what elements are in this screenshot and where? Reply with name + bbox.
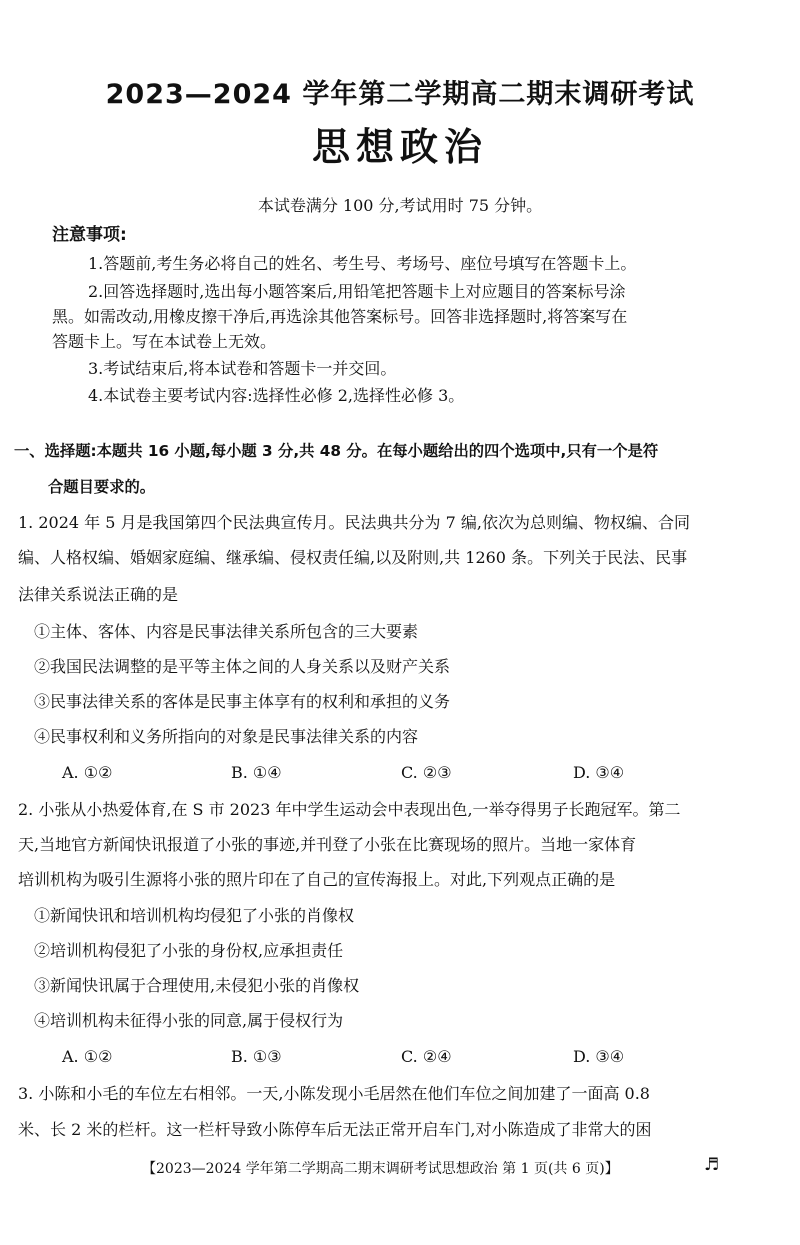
subject-title: 思想政治 [311,125,488,169]
question-1-option-a: A. ①② [62,763,113,782]
question-3-line-2: 米、长 2 米的栏杆。这一栏杆导致小陈停车后无法正常开启车门,对小陈造成了非常大的困 [18,1120,652,1139]
question-1-option-d: D. ③④ [573,763,625,782]
question-1-option-c: C. ②③ [401,763,452,782]
question-1-line-3: 法律关系说法正确的是 [18,585,179,604]
exam-info: 本试卷满分 100 分,考试用时 75 分钟。 [257,196,543,215]
question-2-line-3: 培训机构为吸引生源将小张的照片印在了自己的宣传海报上。对此,下列观点正确的是 [18,870,616,889]
notice-heading: 注意事项: [52,225,127,245]
section-heading-line-2: 合题目要求的。 [48,478,156,496]
question-2-line-2: 天,当地官方新闻快讯报道了小张的事迹,并刊登了小张在比赛现场的照片。当地一家体育 [18,835,637,854]
page-footer: 【2023—2024 学年第二学期高二期末调研考试思想政治 第 1 页(共 6 页)】 [142,1161,619,1177]
question-1-line-1: 1. 2024 年 5 月是我国第四个民法典宣传月。民法典共分为 7 编,依次为总则编、物权编、合同 [18,513,690,532]
question-2-option-c: C. ②④ [401,1047,452,1066]
question-2-statement-2: ②培训机构侵犯了小张的身份权,应承担责任 [34,941,344,960]
question-1-statement-3: ③民事法律关系的客体是民事主体享有的权利和承担的义务 [34,692,451,711]
question-2-statement-1: ①新闻快讯和培训机构均侵犯了小张的肖像权 [34,906,355,925]
exam-title: 2023—2024 学年第二学期高二期末调研考试 [105,79,695,110]
question-2-statement-3: ③新闻快讯属于合理使用,未侵犯小张的肖像权 [34,976,360,995]
question-2-statement-4: ④培训机构未征得小张的同意,属于侵权行为 [34,1011,344,1030]
notice-line-4: 答题卡上。写在本试卷上无效。 [52,332,277,351]
notice-line-1: 1.答题前,考生务必将自己的姓名、考生号、考场号、座位号填写在答题卡上。 [88,254,637,273]
notice-line-5: 3.考试结束后,将本试卷和答题卡一并交回。 [88,359,397,378]
section-heading-line-1: 一、选择题:本题共 16 小题,每小题 3 分,共 48 分。在每小题给出的四个选项中,只有一个是符 [14,442,659,460]
question-2-option-b: B. ①③ [231,1047,282,1066]
question-2-option-a: A. ①② [62,1047,113,1066]
question-2-option-d: D. ③④ [573,1047,625,1066]
question-1-option-b: B. ①④ [231,763,282,782]
notice-line-3: 黑。如需改动,用橡皮擦干净后,再选涂其他答案标号。回答非选择题时,将答案写在 [52,307,628,326]
question-1-statement-2: ②我国民法调整的是平等主体之间的人身关系以及财产关系 [34,657,451,676]
question-3-line-1: 3. 小陈和小毛的车位左右相邻。一天,小陈发现小毛居然在他们车位之间加建了一面高 0.8 [18,1084,650,1103]
music-note-icon: ♬ [704,1155,720,1175]
question-1-line-2: 编、人格权编、婚姻家庭编、继承编、侵权责任编,以及附则,共 1260 条。下列关于民法、民事 [18,548,688,567]
notice-line-2: 2.回答选择题时,选出每小题答案后,用铅笔把答题卡上对应题目的答案标号涂 [88,282,626,301]
notice-line-6: 4.本试卷主要考试内容:选择性必修 2,选择性必修 3。 [88,386,465,405]
question-1-statement-1: ①主体、客体、内容是民事法律关系所包含的三大要素 [34,622,419,641]
question-1-statement-4: ④民事权利和义务所指向的对象是民事法律关系的内容 [34,727,419,746]
question-2-line-1: 2. 小张从小热爱体育,在 S 市 2023 年中学生运动会中表现出色,一举夺得男子长跑冠军。第二 [18,800,681,819]
